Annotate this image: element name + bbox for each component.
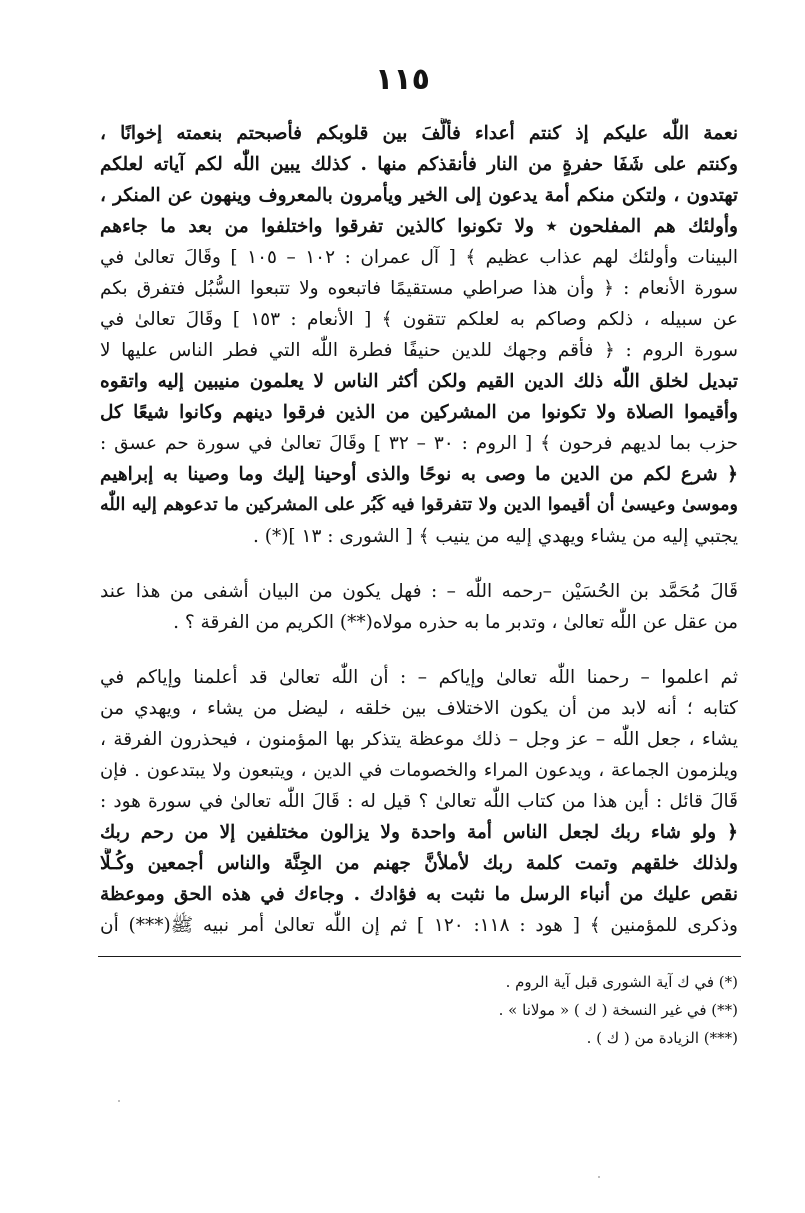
text-line: وأولئك هم المفلحون ٭ ولا تكونوا كالذين تفرقوا واختلفوا من بعد ما جاءهم — [100, 216, 738, 237]
text-line: عن سبيله ، ذلكم وصاكم به لعلكم تتقون ﴾ [ الأنعام : ١٥٣ ] وقَالَ تعالىٰ في — [100, 309, 738, 330]
text-line: وأقيموا الصلاة ولا تكونوا من المشركين من الذين فرقوا دينهم وكانوا شيعًا كل — [100, 402, 738, 423]
text-line: سورة الروم : ﴿ فأقم وجهك للدين حنيفًا فطرة اللّٰه التي فطر الناس عليها لا — [100, 340, 738, 361]
text-line: ﴿ ولو شاء ربك لجعل الناس أمة واحدة ولا يزالون مختلفين إلا من رحم ربك — [100, 822, 738, 843]
text-line: نقص عليك من أنباء الرسل ما نثبت به فؤادك . وجاءك في هذه الحق وموعظة — [100, 884, 738, 905]
text-line: وذكرى للمؤمنين ﴾ [ هود : ١١٨: ١٢٠ ] ثم إن اللّٰه تعالىٰ أمر نبيه ﷺ(***) أن — [100, 915, 738, 936]
text-line: وموسىٰ وعيسىٰ أن أقيموا الدين ولا تتفرقوا فيه كَبُر على المشركين ما تدعوهم إليه اللّٰه — [100, 495, 738, 515]
paragraph-differences — [100, 662, 738, 941]
text-line: ﴿ شرع لكم من الدين ما وصى به نوحًا والذى أوحينا إليك وما وصينا به إبراهيم — [100, 464, 738, 485]
scan-speck — [598, 1176, 600, 1178]
text-line: قَالَ قائل : أين هذا من كتاب اللّٰه تعالىٰ ؟ قيل له : قَالَ اللّٰه تعالىٰ في سورة هود : — [100, 791, 738, 812]
footnotes — [100, 968, 738, 1052]
text-line: ولذلك خلقهم وتمت كلمة ربك لأملأنَّ جهنم من الجِنَّة والناس أجمعين وكُـلًّا — [100, 853, 738, 874]
text-line: نعمة اللّٰه عليكم إذ كنتم أعداء فألَّفَ بين قلوبكم فأصبحتم بنعمته إخوانًا ، — [100, 123, 738, 144]
footnote-divider — [98, 956, 741, 957]
text-line: قَالَ مُحَمَّد بن الحُسَيْن –رحمه اللّٰه – : فهل يكون من البيان أشفى من هذا عند — [100, 581, 738, 602]
paragraph-author-comment — [100, 576, 738, 638]
scan-speck — [118, 1100, 120, 1102]
text-line: حزب بما لديهم فرحون ﴾ [ الروم : ٣٠ – ٣٢ ] وقَالَ تعالىٰ في سورة حم عسق : — [100, 433, 738, 454]
main-text — [100, 118, 738, 941]
footnote: (**) في غير النسخة ( ك ) « مولانا » . — [498, 1001, 738, 1019]
text-line: ويلزمون الجماعة ، ويدعون المراء والخصومات في الدين ، ويتبعون ولا يبتدعون . فإن — [100, 760, 738, 781]
text-line: وكنتم على شَفَا حفرةٍ من النار فأنقذكم منها . كذلك يبين اللّٰه لكم آياته لعلكم — [100, 154, 738, 175]
text-line: من عقل عن اللّٰه تعالىٰ ، وتدبر ما به حذره مولاه(**) الكريم من الفرقة ؟ . — [173, 612, 738, 633]
text-line: تبديل لخلق اللّٰه ذلك الدين القيم ولكن أكثر الناس لا يعلمون منيبين إليه واتقوه — [100, 371, 738, 392]
text-line: يشاء ، جعل اللّٰه – عز وجل – ذلك موعظة يتذكر بها المؤمنون ، فيحذرون الفرقة ، — [100, 729, 738, 750]
footnote: (***) الزيادة من ( ك ) . — [586, 1029, 738, 1047]
text-line: تهتدون ، ولتكن منكم أمة يدعون إلى الخير ويأمرون بالمعروف وينهون عن المنكر ، — [100, 185, 738, 206]
text-line: ثم اعلموا – رحمنا اللّٰه تعالىٰ وإياكم – : أن اللّٰه تعالىٰ قد أعلمنا وإياكم في — [100, 667, 738, 688]
page-number: ١١٥ — [375, 62, 430, 97]
text-line: البينات وأولئك لهم عذاب عظيم ﴾ [ آل عمران : ١٠٢ – ١٠٥ ] وقَالَ تعالىٰ في — [100, 247, 738, 268]
footnote: (*) في ك آية الشورى قبل آية الروم . — [505, 973, 738, 991]
text-line: كتابه ؛ أنه لابد من أن يكون الاختلاف بين خلقه ، ليضل من يشاء ، ويهدي من — [100, 698, 738, 719]
text-line: سورة الأنعام : ﴿ وأن هذا صراطي مستقيمًا فاتبعوه ولا تتبعوا السُّبُل فتفرق بكم — [100, 278, 738, 299]
text-line: يجتبي إليه من يشاء ويهدي إليه من ينيب ﴾ [ الشورى : ١٣ ](*) . — [252, 526, 738, 547]
paragraph-quran-citations — [100, 118, 738, 552]
